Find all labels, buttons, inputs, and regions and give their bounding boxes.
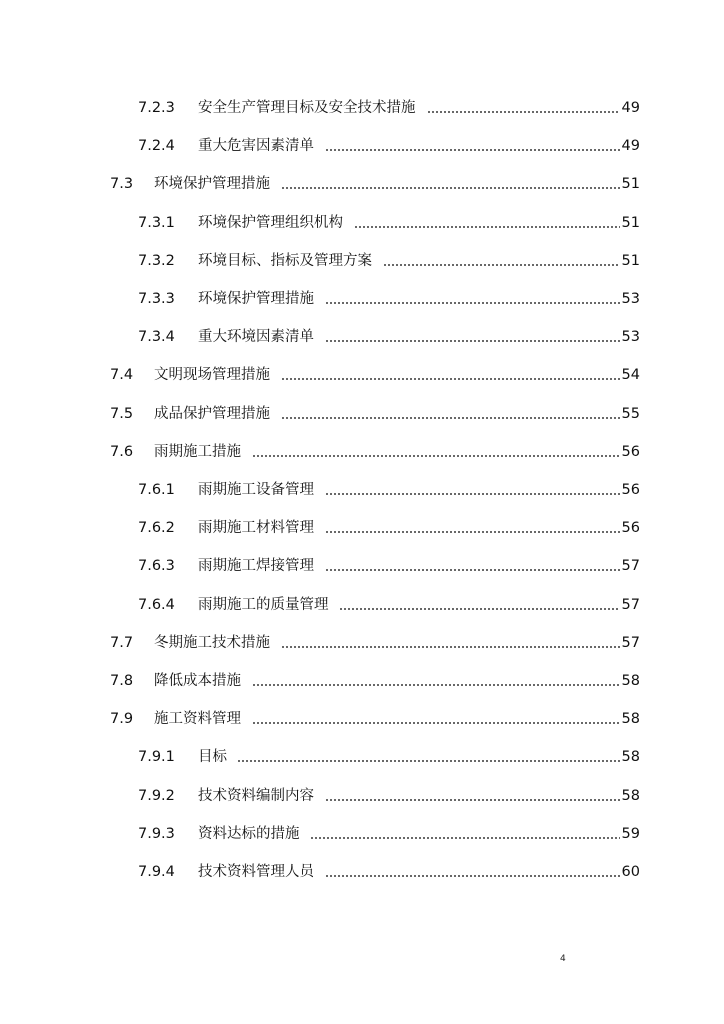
toc-entry-number: 7.6 bbox=[110, 443, 134, 460]
toc-entry-page: 53 bbox=[621, 291, 640, 307]
toc-entry-title: 雨期施工措施 bbox=[154, 443, 241, 460]
toc-entry-title: 雨期施工材料管理 bbox=[198, 520, 314, 537]
toc-entry-number: 7.2.3 bbox=[138, 100, 175, 116]
toc-entry-title: 冬期施工技术措施 bbox=[154, 634, 270, 651]
toc-entry-number: 7.9.1 bbox=[138, 749, 175, 766]
toc-entry-title: 环境目标、指标及管理方案 bbox=[198, 252, 372, 269]
toc-entry-title: 环境保护管理组织机构 bbox=[198, 214, 343, 231]
toc-entry-number: 7.6.1 bbox=[138, 482, 175, 498]
toc-entry[interactable] bbox=[0, 249, 724, 273]
toc-entry-page: 60 bbox=[621, 864, 640, 880]
toc-entry-leader bbox=[325, 493, 620, 495]
toc-entry[interactable] bbox=[0, 402, 724, 426]
toc-entry-title: 雨期施工设备管理 bbox=[198, 482, 314, 498]
toc-entry-page: 56 bbox=[621, 520, 640, 537]
toc-entry-leader bbox=[281, 378, 620, 380]
toc-entry-title: 环境保护管理措施 bbox=[154, 176, 270, 193]
toc-entry[interactable] bbox=[0, 631, 724, 655]
toc-entry[interactable] bbox=[0, 669, 724, 693]
toc-entry[interactable] bbox=[0, 325, 724, 349]
toc-entry-title: 目标 bbox=[198, 749, 227, 766]
toc-entry-leader bbox=[281, 646, 620, 648]
toc-entry-page: 57 bbox=[621, 634, 640, 651]
toc-entry-title: 资料达标的措施 bbox=[198, 825, 300, 842]
toc-entry-leader bbox=[325, 302, 620, 304]
toc-entry-leader bbox=[252, 722, 620, 724]
toc-entry[interactable] bbox=[0, 822, 724, 846]
toc-entry-page: 59 bbox=[621, 825, 640, 842]
toc-entry-number: 7.3.4 bbox=[138, 329, 175, 346]
toc-entry-page: 57 bbox=[621, 596, 640, 613]
toc-entry-page: 58 bbox=[621, 749, 640, 766]
toc-entry-leader bbox=[237, 760, 620, 762]
toc-entry-page: 58 bbox=[621, 787, 640, 804]
toc-entry-number: 7.7 bbox=[110, 634, 134, 651]
toc-entry-leader bbox=[339, 608, 620, 610]
toc-entry-leader bbox=[310, 837, 620, 839]
toc-entry[interactable] bbox=[0, 554, 724, 578]
toc-entry[interactable] bbox=[0, 784, 724, 808]
toc-entry-title: 环境保护管理措施 bbox=[198, 291, 314, 307]
toc-entry-number: 7.6.2 bbox=[138, 520, 175, 537]
toc-entry-leader bbox=[325, 149, 620, 151]
toc-entry-title: 施工资料管理 bbox=[154, 711, 241, 728]
toc-entry-title: 安全生产管理目标及安全技术措施 bbox=[198, 100, 416, 116]
toc-entry-page: 58 bbox=[621, 673, 640, 689]
toc-entry-title: 技术资料管理人员 bbox=[198, 864, 314, 880]
toc-entry[interactable] bbox=[0, 287, 724, 311]
toc-entry[interactable] bbox=[0, 96, 724, 120]
toc-entry[interactable] bbox=[0, 745, 724, 769]
toc-entry[interactable] bbox=[0, 211, 724, 235]
toc-entry-page: 55 bbox=[621, 405, 640, 422]
toc-entry-number: 7.9.2 bbox=[138, 787, 175, 804]
toc-entry[interactable] bbox=[0, 478, 724, 502]
toc-entry-page: 56 bbox=[621, 482, 640, 498]
toc-entry-number: 7.6.4 bbox=[138, 596, 175, 613]
toc-entry-leader bbox=[252, 455, 620, 457]
toc-entry-page: 56 bbox=[621, 443, 640, 460]
toc-entry-number: 7.9 bbox=[110, 711, 134, 728]
toc-entry-leader bbox=[325, 569, 620, 571]
toc-entry-page: 53 bbox=[621, 329, 640, 346]
toc-entry[interactable] bbox=[0, 516, 724, 540]
toc-entry-leader bbox=[325, 531, 620, 533]
toc-entry-leader bbox=[383, 264, 620, 266]
toc-entry-page: 49 bbox=[621, 138, 640, 155]
toc-entry-number: 7.3.3 bbox=[138, 291, 175, 307]
toc-entry-number: 7.3 bbox=[110, 176, 134, 193]
toc-entry-title: 文明现场管理措施 bbox=[154, 367, 270, 384]
toc-entry-title: 雨期施工的质量管理 bbox=[198, 596, 329, 613]
toc-entry-title: 成品保护管理措施 bbox=[154, 405, 270, 422]
toc-entry-page: 51 bbox=[621, 214, 640, 231]
toc-entry-number: 7.9.4 bbox=[138, 864, 175, 880]
toc-entry-number: 7.3.1 bbox=[138, 214, 175, 231]
toc-entry[interactable] bbox=[0, 860, 724, 884]
toc-entry-number: 7.3.2 bbox=[138, 252, 175, 269]
toc-entry-title: 重大危害因素清单 bbox=[198, 138, 314, 155]
toc-entry-leader bbox=[354, 226, 620, 228]
toc-entry-title: 雨期施工焊接管理 bbox=[198, 558, 314, 575]
toc-entry-leader bbox=[281, 187, 620, 189]
toc-entry-leader bbox=[325, 340, 620, 342]
toc-entry-leader bbox=[281, 417, 620, 419]
toc-entry-leader bbox=[325, 875, 620, 877]
toc-entry[interactable] bbox=[0, 134, 724, 158]
toc-entry-title: 降低成本措施 bbox=[154, 673, 241, 689]
toc-entry-number: 7.6.3 bbox=[138, 558, 175, 575]
toc-entry-page: 54 bbox=[621, 367, 640, 384]
toc-entry-page: 51 bbox=[621, 252, 640, 269]
toc-entry[interactable] bbox=[0, 593, 724, 617]
toc-entry-leader bbox=[325, 799, 620, 801]
toc-entry-number: 7.2.4 bbox=[138, 138, 175, 155]
toc-entry[interactable] bbox=[0, 363, 724, 387]
toc-entry-leader bbox=[252, 684, 620, 686]
toc-entry-number: 7.5 bbox=[110, 405, 134, 422]
toc-entry-leader bbox=[427, 111, 620, 113]
toc-entry-number: 7.9.3 bbox=[138, 825, 175, 842]
toc-entry-page: 51 bbox=[621, 176, 640, 193]
toc-entry[interactable] bbox=[0, 707, 724, 731]
toc-entry-page: 49 bbox=[621, 100, 640, 116]
toc-entry-title: 重大环境因素清单 bbox=[198, 329, 314, 346]
page-number: 4 bbox=[560, 954, 566, 964]
toc-entry-page: 58 bbox=[621, 711, 640, 728]
toc-entry[interactable] bbox=[0, 440, 724, 464]
toc-entry-title: 技术资料编制内容 bbox=[198, 787, 314, 804]
toc-entry-page: 57 bbox=[621, 558, 640, 575]
toc-entry-number: 7.8 bbox=[110, 673, 134, 689]
toc-entry-number: 7.4 bbox=[110, 367, 134, 384]
toc-entry[interactable] bbox=[0, 172, 724, 196]
